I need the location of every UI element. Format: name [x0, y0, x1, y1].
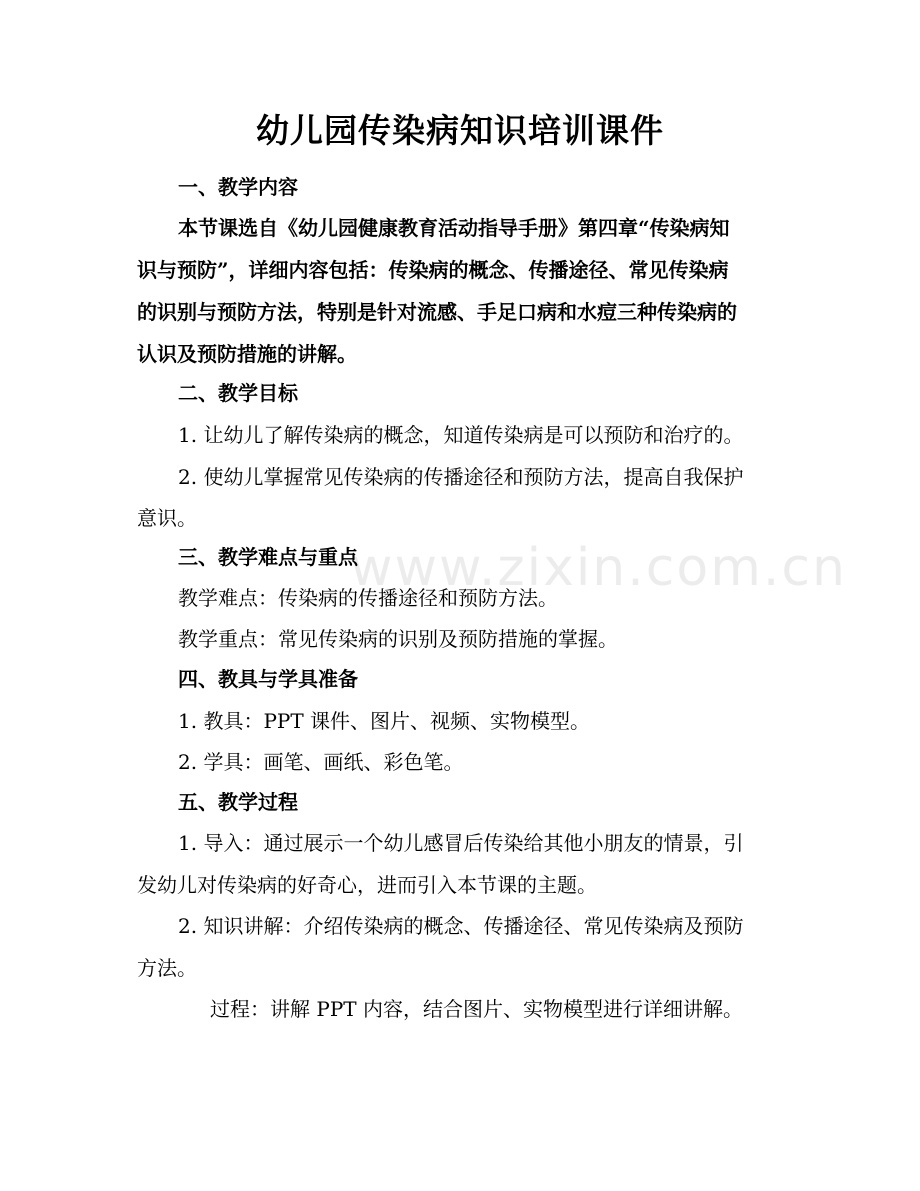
objective-item: 1. 让幼儿了解传染病的概念，知道传染病是可以预防和治疗的。	[178, 423, 744, 447]
teaching-key-point: 教学重点：常见传染病的识别及预防措施的掌握。	[178, 627, 618, 651]
section-heading-materials: 四、教具与学具准备	[178, 667, 358, 691]
process-item: 2. 知识讲解：介绍传染病的概念、传播途径、常见传染病及预防	[178, 914, 744, 938]
section-heading-content: 一、教学内容	[178, 175, 298, 199]
content-paragraph-line: 识与预防”，详细内容包括：传染病的概念、传播途径、常见传染病	[137, 258, 729, 282]
process-item: 1. 导入：通过展示一个幼儿感冒后传染给其他小朋友的情景，引	[178, 831, 744, 855]
objective-item: 2. 使幼儿掌握常见传染病的传播途径和预防方法，提高自我保护	[178, 465, 744, 489]
process-detail: 过程：讲解 PPT 内容，结合图片、实物模型进行详细讲解。	[210, 997, 743, 1021]
section-heading-process: 五、教学过程	[178, 790, 298, 814]
process-item-continued: 方法。	[137, 956, 197, 980]
objective-item-continued: 意识。	[137, 506, 197, 530]
content-paragraph-line: 本节课选自《幼儿园健康教育活动指导手册》第四章“传染病知	[178, 216, 730, 240]
watermark: www.zixin.com.cn	[350, 538, 847, 598]
process-item-continued: 发幼儿对传染病的好奇心，进而引入本节课的主题。	[137, 873, 597, 897]
content-paragraph-line: 的识别与预防方法，特别是针对流感、手足口病和水痘三种传染病的	[137, 300, 737, 324]
document-title: 幼儿园传染病知识培训课件	[256, 111, 664, 150]
section-heading-difficulties: 三、教学难点与重点	[178, 545, 358, 569]
teaching-difficulty: 教学难点：传染病的传播途径和预防方法。	[178, 586, 558, 610]
section-heading-objectives: 二、教学目标	[178, 381, 298, 405]
materials-item: 2. 学具：画笔、画纸、彩色笔。	[178, 750, 464, 774]
materials-item: 1. 教具：PPT 课件、图片、视频、实物模型。	[178, 709, 591, 733]
content-paragraph-line: 认识及预防措施的讲解。	[137, 342, 357, 366]
